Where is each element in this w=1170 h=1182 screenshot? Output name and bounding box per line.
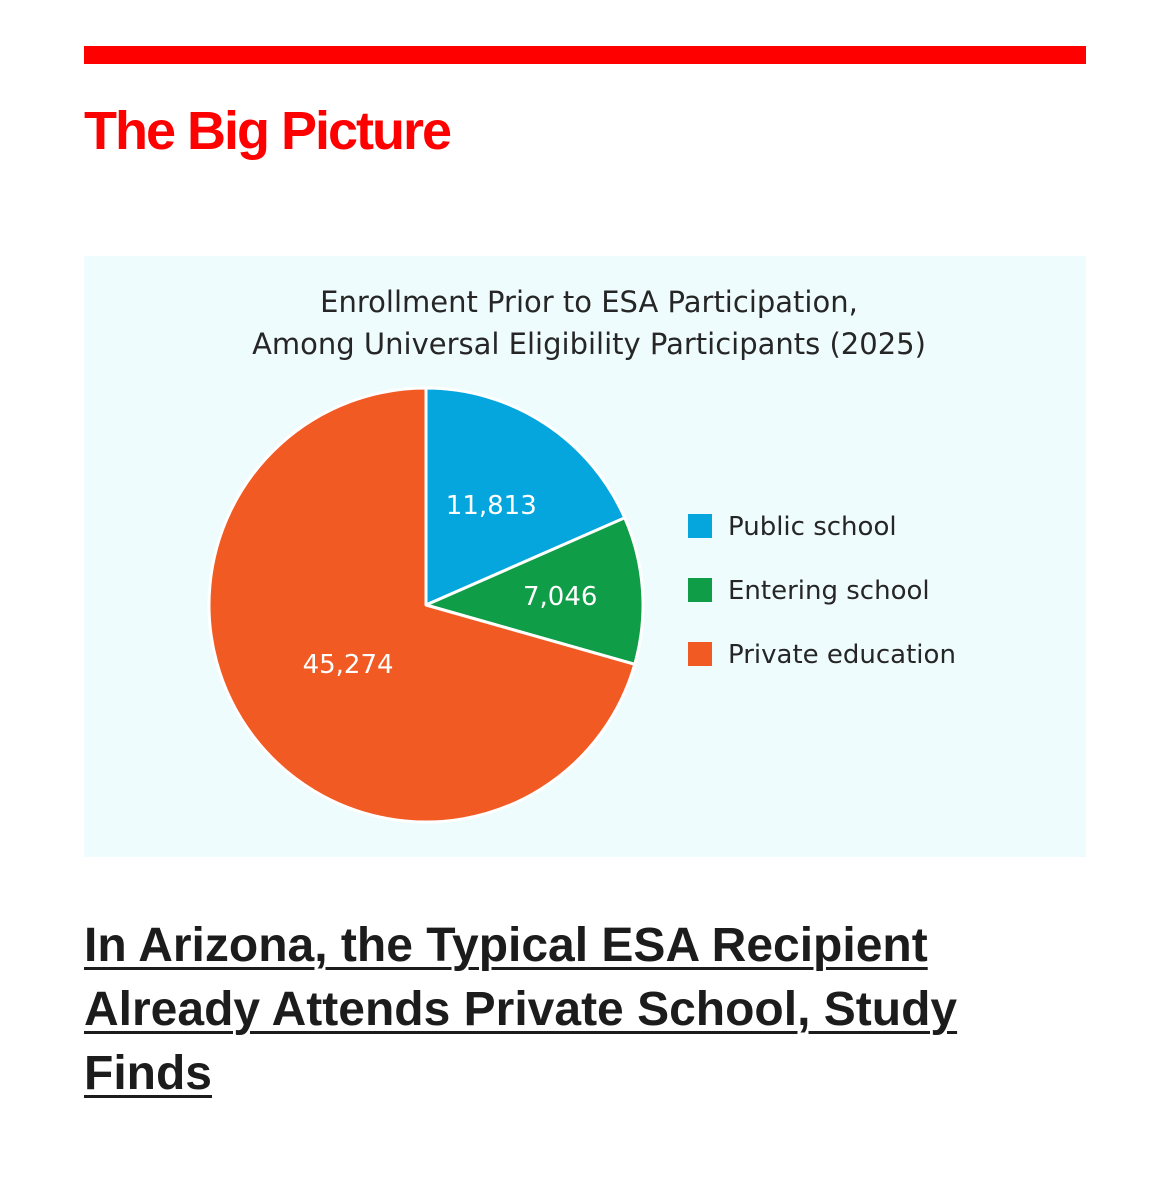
pie-slice-label-private-education: 45,274 [302, 649, 394, 680]
top-red-rule [84, 46, 1086, 64]
chart-legend [688, 512, 956, 670]
article-headline-link[interactable]: In Arizona, the Typical ESA Recipient Already Attends Private School, Study Finds [84, 919, 958, 1100]
section-title: The Big Picture [84, 101, 451, 161]
legend-label-public-school: Public school [728, 512, 897, 542]
legend-swatch-private-education [688, 642, 712, 666]
chart-title-line-2: Among Universal Eligibility Participants (2025) [252, 327, 926, 361]
legend-swatch-public-school [688, 514, 712, 538]
chart-card [84, 256, 1086, 857]
chart-title-line-1: Enrollment Prior to ESA Participation, [320, 285, 858, 319]
pie-slice-label-public-school: 11,813 [445, 491, 537, 522]
pie-chart [84, 256, 1086, 857]
legend-swatch-entering-school [688, 578, 712, 602]
pie-slice-label-entering-school: 7,046 [523, 581, 598, 612]
legend-label-entering-school: Entering school [728, 576, 930, 606]
legend-label-private-education: Private education [728, 640, 956, 670]
